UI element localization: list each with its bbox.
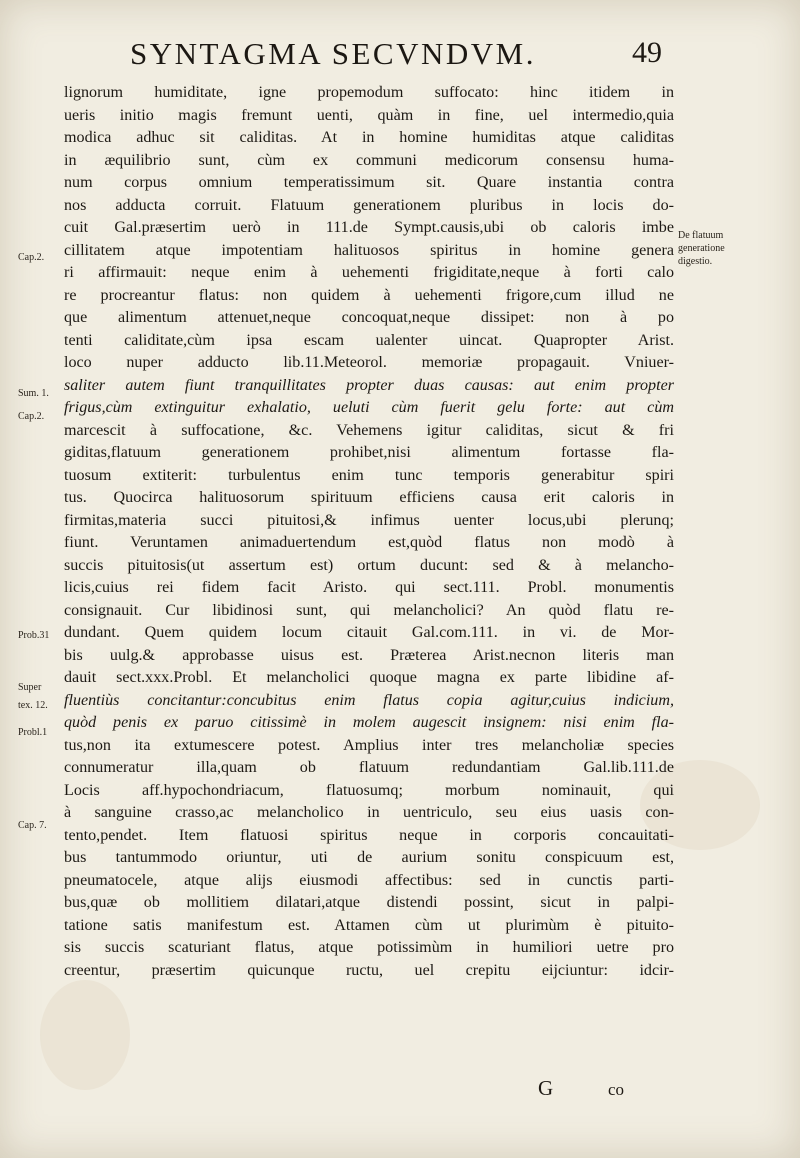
running-header-title: SYNTAGMA SECVNDVM. xyxy=(130,36,536,71)
text-line: succis pituitosis(ut assertum est) ortum ducunt: sed & à melancho- xyxy=(64,556,674,574)
body-text xyxy=(64,82,674,982)
text-line: tento,pendet. Item flatuosi spiritus neque in corporis concauitati- xyxy=(64,826,674,844)
text-line: tuosum extiterit: turbulentus enim tunc temporis generabitur spiri xyxy=(64,466,674,484)
text-line: tus. Quocirca halituosorum spirituum efficiens causa erit caloris in xyxy=(64,489,674,506)
margin-note-left: Cap. 7. xyxy=(18,820,47,831)
text-line: sis succis scaturiant flatus, atque potissimùm in humiliori uetre pro xyxy=(64,939,674,956)
text-line: modica adhuc sit caliditas. At in homine humiditas atque caliditas xyxy=(64,129,674,146)
text-line: licis,cuius rei fidem facit Aristo. qui sect.111. Probl. monumentis xyxy=(64,579,674,596)
text-line: Locis aff.hypochondriacum, flatuosumq; morbum nominauit, qui xyxy=(64,781,674,799)
text-line: creentur, præsertim quicunque ructu, uel crepitu eijciuntur: idcir- xyxy=(64,961,674,979)
text-line: fiunt. Veruntamen animaduertendum est,quòd flatus non modò à xyxy=(64,534,674,551)
text-line: ri affirmauit: neque enim à uehementi frigiditate,neque à forti calo xyxy=(64,264,674,281)
text-line: lignorum humiditate, igne propemodum suffocato: hinc itidem in xyxy=(64,84,674,101)
text-line: re procreantur flatus: non quidem à uehementi frigore,cum illud ne xyxy=(64,286,674,304)
text-line: fluentiùs concitantur:concubitus enim flatus copia agitur,cuius indicium, xyxy=(64,691,674,709)
text-line: in æquilibrio sunt, cùm ex communi medicorum consensu huma- xyxy=(64,151,674,169)
margin-note-left: Cap.2. xyxy=(18,252,45,263)
text-line: firmitas,materia succi pituitosi,& infimus uenter locus,ubi plerunq; xyxy=(64,511,674,529)
margin-note-left: Super xyxy=(18,682,42,693)
paper-stain xyxy=(40,980,130,1090)
text-line: tatione satis manifestum est. Attamen cùm ut plurimùm è pituito- xyxy=(64,916,674,934)
text-line: num corpus omnium temperatissimum sit. Quare instantia contra xyxy=(64,174,674,191)
text-line: à sanguine crasso,ac melancholico in uentriculo, seu eius uasis con- xyxy=(64,804,674,821)
text-line: pneumatocele, atque alijs eiusmodi affectibus: sed in cunctis parti- xyxy=(64,871,674,889)
text-line: bis uulg.& approbasse uisus est. Præterea Arist.necnon literis man xyxy=(64,646,674,664)
margin-note-left: Probl.1 xyxy=(18,727,48,738)
text-line: tenti caliditate,cùm ipsa escam ualenter uincat. Quapropter Arist. xyxy=(64,331,674,349)
text-line: dauit sect.xxx.Probl. Et melancholici quoque magna ex parte libidine af- xyxy=(64,669,674,686)
text-line: connumeratur illa,quam ob flatuum redundantiam Gal.lib.111.de xyxy=(64,759,674,776)
text-line: cillitatem atque impotentiam halituosos spiritus in homine genera xyxy=(64,241,674,259)
margin-note-left: Sum. 1. xyxy=(18,388,49,399)
text-line: que alimentum attenuet,neque concoquat,neque dissipet: non à po xyxy=(64,309,674,326)
text-line: frigus,cùm extinguitur exhalatio, ueluti cùm fuerit gelu forte: aut cùm xyxy=(64,399,674,416)
text-line: bus,quæ ob mollitiem dilatari,atque distendi possint, sicut in palpi- xyxy=(64,894,674,911)
text-line: tus,non ita extumescere potest. Amplius inter tres melancholiæ species xyxy=(64,736,674,754)
margin-note-right: De flatuum xyxy=(678,230,724,241)
text-line: nos adducta corruit. Flatuum generationem pluribus in locis do- xyxy=(64,196,674,214)
text-line: ueris initio magis fremunt uenti, quàm in fine, uel intermedio,quia xyxy=(64,106,674,124)
margin-note-left: Cap.2. xyxy=(18,411,45,422)
margin-note-left: tex. 12. xyxy=(18,700,48,711)
margin-note-right: digestio. xyxy=(678,256,713,267)
text-line: marcescit à suffocatione, &c. Vehemens igitur caliditas, sicut & fri xyxy=(64,421,674,439)
margin-note-right: generatione xyxy=(678,243,725,254)
text-line: cuit Gal.præsertim uerò in 111.de Sympt.causis,ubi ob caloris imbe xyxy=(64,219,674,236)
text-line: consignauit. Cur libidinosi sunt, qui melancholici? An quòd flatu re- xyxy=(64,601,674,619)
text-line: quòd penis ex paruo citissimè in molem augescit insignem: nisi enim fla- xyxy=(64,714,674,731)
text-line: giditas,flatuum generationem prohibet,nisi alimentum fortasse fla- xyxy=(64,444,674,461)
page-number: 49 xyxy=(632,36,662,69)
text-line: bus tantummodo oriuntur, uti de aurium sonitu conspicuum est, xyxy=(64,849,674,866)
signature-mark: G xyxy=(538,1076,554,1100)
catchword: co xyxy=(608,1080,625,1099)
text-line: loco nuper adducto lib.11.Meteorol. memoriæ propagauit. Vniuer- xyxy=(64,354,674,371)
text-line: saliter autem fiunt tranquillitates propter duas causas: aut enim propter xyxy=(64,376,674,394)
text-line: dundant. Quem quidem locum citauit Gal.com.111. in vi. de Mor- xyxy=(64,624,674,641)
margin-note-left: Prob.31 xyxy=(18,630,50,641)
